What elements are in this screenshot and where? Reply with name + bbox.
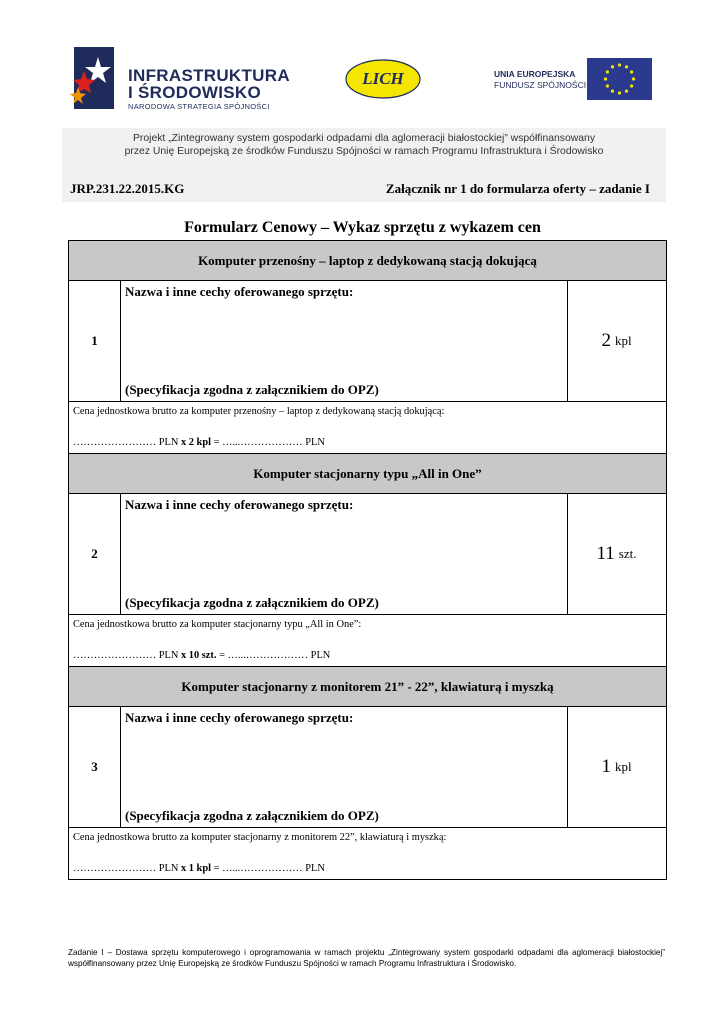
quantity-cell xyxy=(568,281,665,401)
item-number: 2 xyxy=(69,494,121,614)
section-heading: Komputer przenośny – laptop z dedykowaną stacją dokującą xyxy=(69,241,666,281)
price-label: Cena jednostkowa brutto za komputer stacjonarny typu „All in One”: xyxy=(73,619,362,630)
price-formula xyxy=(73,863,325,874)
item-description-cell[interactable] xyxy=(121,494,568,614)
brand-subtitle: NARODOWA STRATEGIA SPÓJNOŚCI xyxy=(128,102,270,111)
name-label: Nazwa i inne cechy oferowanego sprzętu: xyxy=(125,284,354,299)
price-row[interactable] xyxy=(69,828,666,880)
name-label: Nazwa i inne cechy oferowanego sprzętu: xyxy=(125,497,354,512)
quantity-cell xyxy=(568,494,665,614)
price-dots: …………………… PLN xyxy=(73,863,179,874)
spec-label: (Specyfikacja zgodna z załącznikiem do OPZ) xyxy=(125,808,379,823)
price-multiplier: x 1 kpl xyxy=(180,863,211,874)
lich-logo-text: LICH xyxy=(362,69,404,88)
eu-flag-icon xyxy=(587,58,652,100)
price-total: = …...……………… PLN xyxy=(213,437,325,448)
quantity-unit: kpl xyxy=(614,759,632,774)
item-row xyxy=(69,494,666,615)
project-line-2: przez Unię Europejską ze środków Funduszu Spójności w ramach Programu Infrastruktura i Środowisko xyxy=(124,146,604,157)
quantity-value: 1 xyxy=(601,756,611,777)
section-heading: Komputer stacjonarny typu „All in One” xyxy=(69,454,666,494)
quantity-cell xyxy=(568,707,665,827)
quantity-value: 2 xyxy=(601,330,611,351)
attachment-label: Załącznik nr 1 do formularza oferty – zadanie I xyxy=(385,181,650,196)
spec-label: (Specyfikacja zgodna z załącznikiem do OPZ) xyxy=(125,382,379,397)
nss-star-logo-icon xyxy=(68,47,116,113)
price-dots: …………………… PLN xyxy=(73,437,179,448)
quantity-value: 11 xyxy=(596,543,615,564)
section-heading: Komputer stacjonarny z monitorem 21” - 22”, klawiaturą i myszką xyxy=(69,667,666,707)
item-description-cell[interactable] xyxy=(121,281,568,401)
spec-label: (Specyfikacja zgodna z załącznikiem do OPZ) xyxy=(125,595,379,610)
lich-logo xyxy=(344,58,422,100)
item-number: 1 xyxy=(69,281,121,401)
price-formula xyxy=(73,437,325,448)
brand-line-1: INFRASTRUKTURA xyxy=(128,66,290,85)
eu-label xyxy=(494,69,586,91)
price-dots: …………………… PLN xyxy=(73,650,179,661)
price-formula xyxy=(73,650,330,661)
price-row[interactable] xyxy=(69,615,666,667)
quantity-unit: szt. xyxy=(618,546,637,561)
price-label: Cena jednostkowa brutto za komputer przenośny – laptop z dedykowaną stacją dokującą: xyxy=(73,406,445,417)
header-banner xyxy=(62,42,666,160)
item-number: 3 xyxy=(69,707,121,827)
eu-line-2: FUNDUSZ SPÓJNOŚCI xyxy=(494,80,587,90)
price-multiplier: x 2 kpl xyxy=(180,437,211,448)
price-row[interactable] xyxy=(69,402,666,454)
item-row xyxy=(69,707,666,828)
name-label: Nazwa i inne cechy oferowanego sprzętu: xyxy=(125,710,354,725)
price-total: = …...……………… PLN xyxy=(213,863,325,874)
reference-number: JRP.231.22.2015.KG xyxy=(70,181,185,196)
price-total: = …...……………… PLN xyxy=(219,650,331,661)
page-title: Formularz Cenowy – Wykaz sprzętu z wykazem cen xyxy=(184,219,541,236)
price-label: Cena jednostkowa brutto za komputer stacjonarny z monitorem 22”, klawiaturą i myszką: xyxy=(73,832,447,843)
page-footer: Zadanie I – Dostawa sprzętu komputerowego i oprogramowania w ramach projektu „Zintegrowany system gospodarki odpadami dla aglomeracji białostockiej” współfinansowany przez Unię Europejską ze środków Funduszu Spójności w ramach Programu Infrastruktura i Środowisko. xyxy=(68,948,665,968)
brand-line-2: I ŚRODOWISKO xyxy=(128,83,261,102)
project-line-1: Projekt „Zintegrowany system gospodarki odpadami dla aglomeracji białostockiej” współfinansowany xyxy=(132,133,596,144)
item-description-cell[interactable] xyxy=(121,707,568,827)
price-form-table xyxy=(68,240,667,880)
eu-line-1: UNIA EUROPEJSKA xyxy=(494,69,576,79)
item-row xyxy=(69,281,666,402)
price-multiplier: x 10 szt. xyxy=(180,650,217,661)
quantity-unit: kpl xyxy=(614,333,632,348)
